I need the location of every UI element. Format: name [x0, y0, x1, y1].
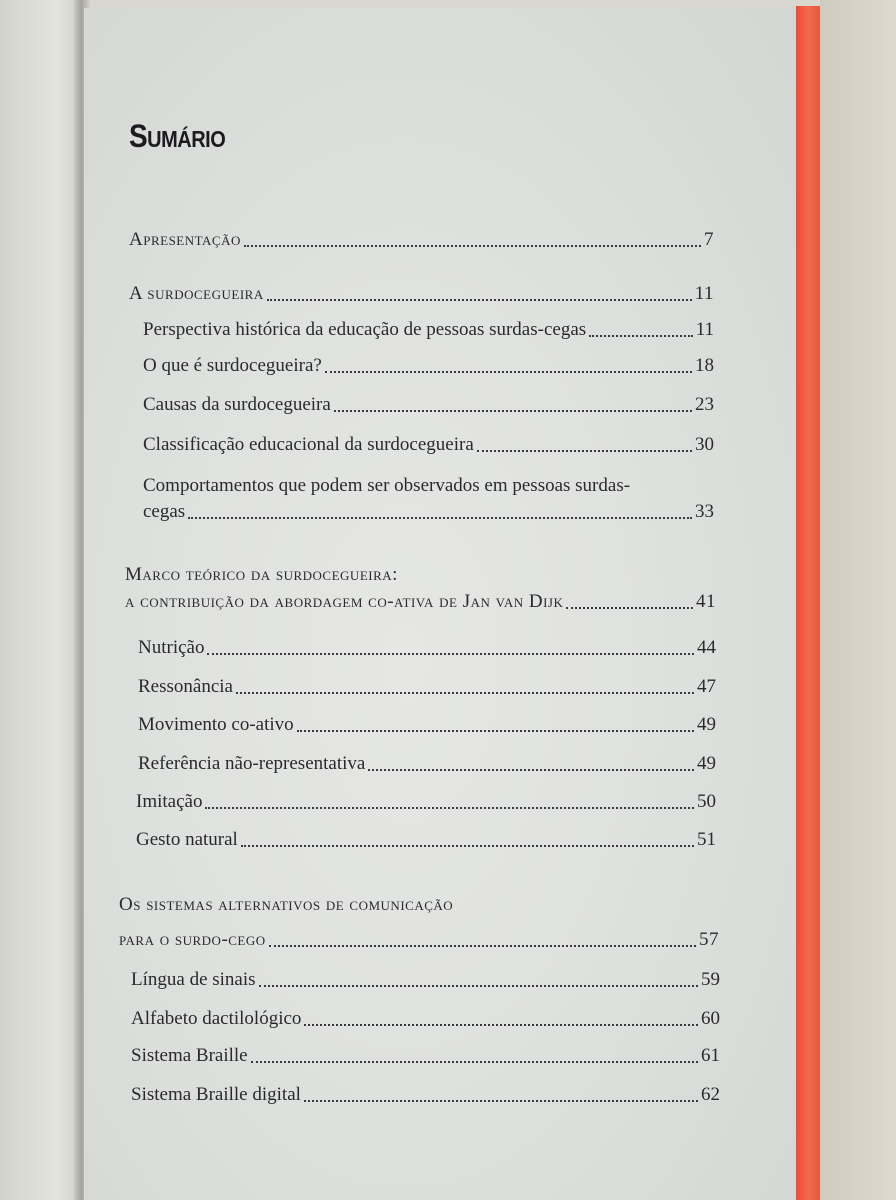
toc-label: Imitação [136, 791, 203, 812]
toc-page-number: 47 [697, 676, 716, 697]
leader-dots [259, 981, 698, 987]
toc-entry-a-surdocegueira[interactable] [129, 282, 714, 306]
toc-label: Gesto natural [136, 829, 238, 850]
toc-label: Sistema Braille [131, 1045, 248, 1066]
leader-dots [241, 841, 694, 847]
toc-subentry[interactable] [131, 968, 720, 992]
toc-page-number: 18 [695, 355, 714, 376]
toc-label: O que é surdocegueira? [143, 355, 322, 376]
toc-page-number: 11 [695, 319, 714, 340]
toc-page-number: 60 [701, 1008, 720, 1029]
toc-label: Sistema Braille digital [131, 1084, 301, 1105]
toc-label: Classificação educacional da surdocegueira [143, 434, 474, 455]
leader-dots [334, 406, 692, 412]
toc-entry-apresentacao[interactable] [129, 228, 714, 252]
page-title: Sumário [129, 118, 226, 154]
toc-page-number: 59 [701, 969, 720, 990]
toc-label: Perspectiva histórica da educação de pessoas surdas-cegas [143, 319, 587, 340]
toc-subentry[interactable] [131, 1007, 720, 1031]
leader-dots [304, 1020, 698, 1026]
toc-entry-marco-teorico[interactable] [125, 590, 716, 614]
toc-page-number: 62 [701, 1084, 720, 1105]
toc-page-number: 57 [699, 929, 719, 950]
toc-page-number: 7 [704, 229, 714, 250]
toc-page-number: 41 [696, 591, 716, 612]
toc-entry-sistemas-alternativos[interactable] [119, 928, 719, 952]
toc-label: Causas da surdocegueira [143, 394, 331, 415]
toc-page-number: 49 [697, 714, 716, 735]
toc-subentry[interactable] [138, 752, 716, 776]
toc-label: Nutrição [138, 637, 205, 658]
toc-label: a contribuição da abordagem co-ativa de Jan van Dijk [125, 591, 564, 612]
toc-subentry[interactable] [136, 828, 716, 852]
toc-page-number: 51 [697, 829, 716, 850]
leader-dots [304, 1096, 698, 1102]
toc-subentry[interactable] [138, 675, 716, 699]
toc-label: Referência não-representativa [138, 753, 366, 774]
toc-page-number: 49 [697, 753, 716, 774]
red-cover-edge [796, 6, 820, 1200]
toc-subentry[interactable] [143, 433, 714, 457]
toc-page-number: 23 [695, 394, 714, 415]
toc-subentry[interactable] [131, 1044, 720, 1068]
toc-section-line1[interactable]: Os sistemas alternativos de comunicação [119, 894, 454, 915]
toc-subentry[interactable] [138, 713, 716, 737]
toc-label: Ressonância [138, 676, 233, 697]
toc-page-number: 30 [695, 434, 714, 455]
toc-subentry[interactable] [143, 500, 714, 524]
leader-dots [589, 331, 693, 337]
toc-label: A surdocegueira [129, 283, 264, 304]
toc-label: para o surdo-cego [119, 929, 266, 950]
leader-dots [325, 367, 692, 373]
toc-subentry[interactable] [138, 636, 716, 660]
toc-label: Alfabeto dactilológico [131, 1008, 302, 1029]
leader-dots [205, 803, 694, 809]
leader-dots [269, 941, 696, 947]
facing-page-edge [0, 0, 82, 1200]
leader-dots [267, 295, 692, 301]
toc-page-number: 44 [697, 637, 716, 658]
leader-dots [207, 649, 694, 655]
toc-section-line1[interactable]: Marco teórico da surdocegueira: [125, 564, 398, 585]
toc-subentry[interactable] [131, 1083, 720, 1107]
leader-dots [251, 1057, 698, 1063]
toc-page-number: 50 [697, 791, 716, 812]
toc-label: Movimento co-ativo [138, 714, 294, 735]
toc-label: Apresentação [129, 229, 241, 250]
toc-subentry-line1[interactable]: Comportamentos que podem ser observados em pessoas surdas- [143, 475, 631, 496]
leader-dots [236, 688, 694, 694]
background-surface [820, 0, 896, 1200]
leader-dots [477, 446, 692, 452]
leader-dots [566, 603, 693, 609]
toc-label: Língua de sinais [131, 969, 256, 990]
toc-subentry[interactable] [143, 318, 714, 342]
toc-subentry[interactable] [143, 393, 714, 417]
leader-dots [244, 241, 701, 247]
toc-subentry[interactable] [136, 790, 716, 814]
toc-subentry[interactable] [143, 354, 714, 378]
toc-page-number: 61 [701, 1045, 720, 1066]
toc-page-number: 11 [694, 283, 714, 304]
leader-dots [297, 726, 694, 732]
leader-dots [368, 765, 694, 771]
leader-dots [188, 513, 692, 519]
toc-label: cegas [143, 501, 186, 522]
toc-page-number: 33 [695, 501, 714, 522]
